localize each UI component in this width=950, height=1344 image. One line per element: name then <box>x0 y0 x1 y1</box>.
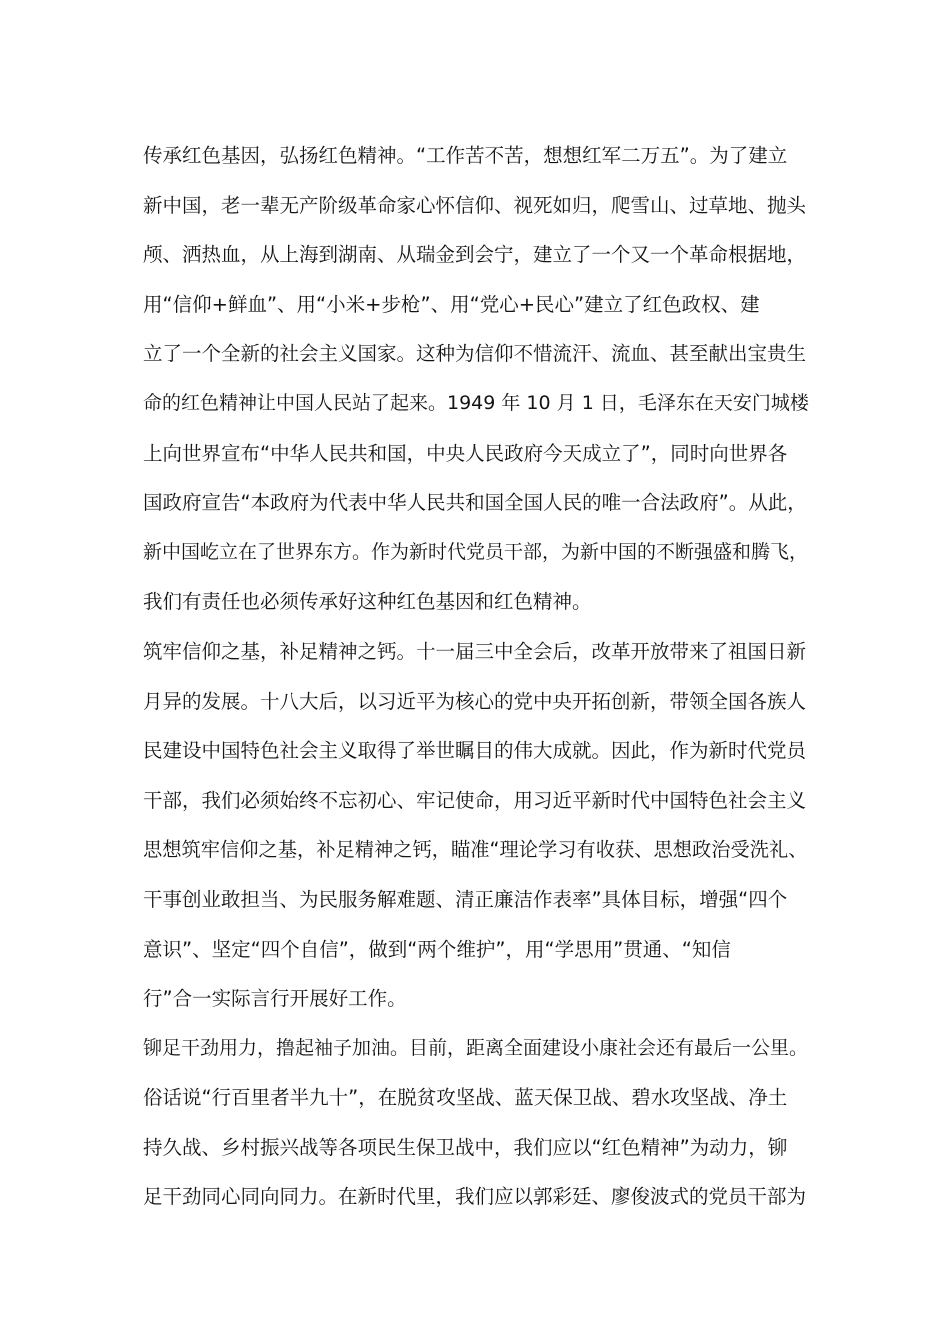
text-line: 命的红色精神让中国人民站了起来。1949 年 10 月 1 日，毛泽东在天安门城楼 <box>143 391 809 414</box>
text-line: 新中国，老一辈无产阶级革命家心怀信仰、视死如归，爬雪山、过草地、抛头 <box>143 193 807 217</box>
text-line: 持久战、乡村振兴战等各项民生保卫战中，我们应以“红色精神”为动力，铆 <box>143 1135 788 1159</box>
text-line: 筑牢信仰之基，补足精神之钙。十一届三中全会后，改革开放带来了祖国日新 <box>143 639 807 663</box>
text-line: 颅、洒热血，从上海到湖南、从瑞金到会宁，建立了一个又一个革命根据地， <box>143 243 807 267</box>
text-line: 干事创业敢担当、为民服务解难题、清正廉洁作表率”具体目标，增强“四个 <box>143 887 788 911</box>
text-line: 思想筑牢信仰之基，补足精神之钙，瞄准“理论学习有收获、思想政治受洗礼、 <box>143 838 808 862</box>
text-line: 俗话说“行百里者半九十”，在脱贫攻坚战、蓝天保卫战、碧水攻坚战、净土 <box>143 1086 788 1110</box>
text-line: 用“信仰+鲜血”、用“小米+步枪”、用“党心+民心”建立了红色政权、建 <box>143 292 760 316</box>
text-line: 铆足干劲用力，撸起袖子加油。目前，距离全面建设小康社会还有最后一公里。 <box>143 1036 809 1059</box>
body-text <box>143 131 815 1222</box>
text-line: 上向世界宣布“中华人民共和国，中央人民政府今天成立了”，同时向世界各 <box>143 441 788 465</box>
text-line: 意识”、坚定“四个自信”，做到“两个维护”，用“学思用”贯通、“知信 <box>143 937 731 961</box>
text-line: 新中国屹立在了世界东方。作为新时代党员干部，为新中国的不断强盛和腾飞， <box>143 540 809 563</box>
text-line: 传承红色基因，弘扬红色精神。“工作苦不苦，想想红军二万五”。为了建立 <box>143 144 788 167</box>
text-line: 干部，我们必须始终不忘初心、牢记使命，用习近平新时代中国特色社会主义 <box>143 788 807 812</box>
text-line: 行”合一实际言行开展好工作。 <box>143 987 407 1011</box>
text-line: 国政府宣告“本政府为代表中华人民共和国全国人民的唯一合法政府”。从此， <box>143 491 807 515</box>
text-line: 民建设中国特色社会主义取得了举世瞩目的伟大成就。因此，作为新时代党员 <box>143 739 807 763</box>
text-line: 我们有责任也必须传承好这种红色基因和红色精神。 <box>143 590 592 614</box>
text-line: 立了一个全新的社会主义国家。这种为信仰不惜流汗、流血、甚至献出宝贵生 <box>143 342 807 366</box>
text-line: 月异的发展。十八大后，以习近平为核心的党中央开拓创新，带领全国各族人 <box>143 689 807 713</box>
text-line: 足干劲同心同向同力。在新时代里，我们应以郭彩廷、廖俊波式的党员干部为 <box>143 1185 807 1209</box>
